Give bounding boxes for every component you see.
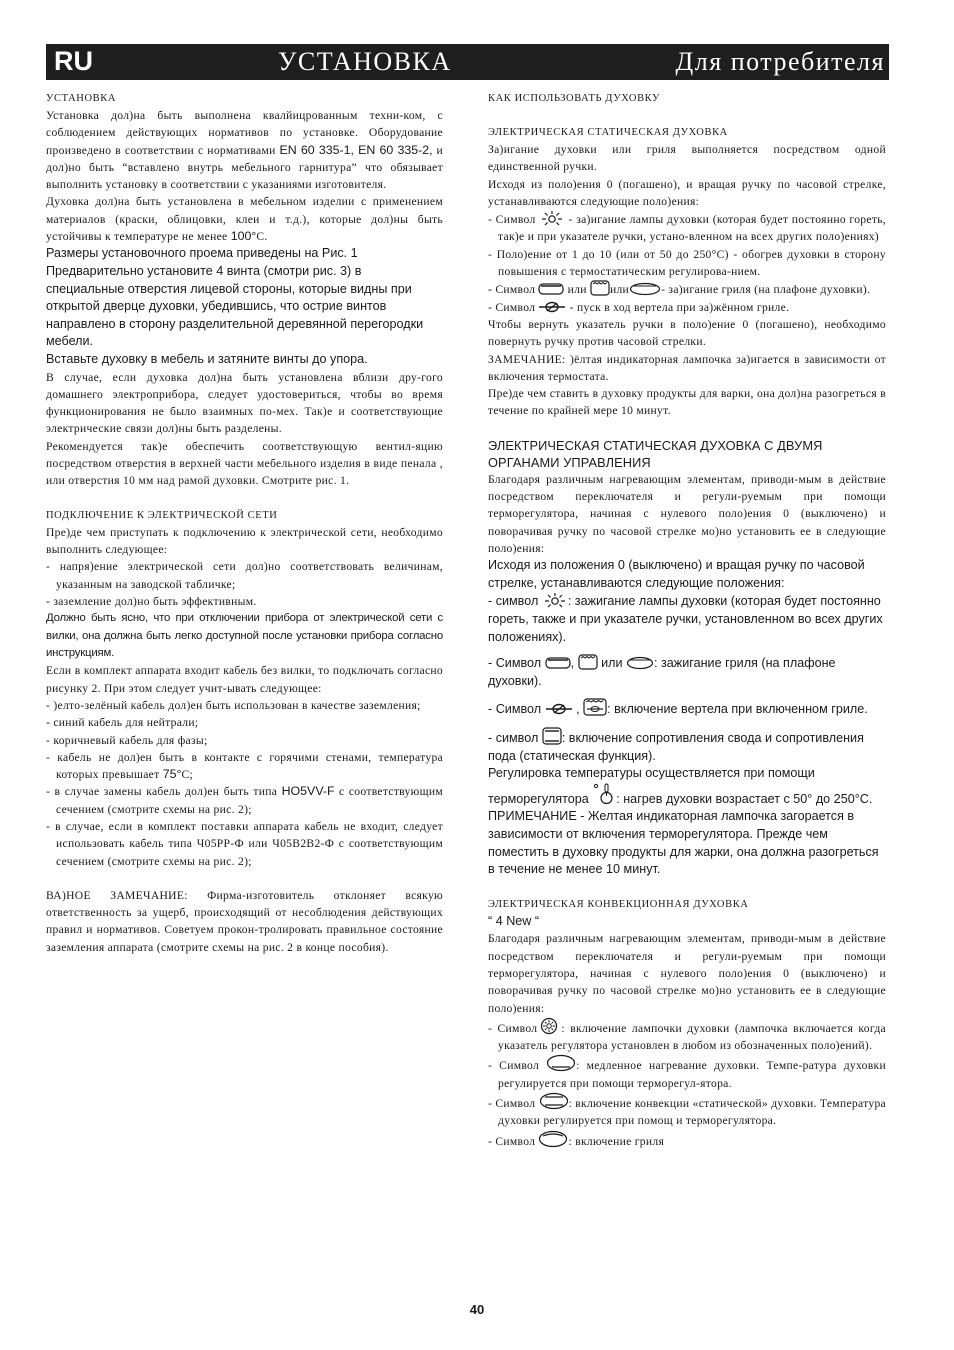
grill-oval-icon: [626, 656, 654, 670]
electric-cable-intro: Если в комплект аппарата входит кабель без вилки, то подключать согласно рисунку 2. При этом следует учит-ывать следующее:: [46, 664, 443, 695]
page-number: 40: [469, 1302, 485, 1317]
grill-zigzag-icon: [590, 280, 610, 296]
spit-icon: [538, 300, 566, 314]
install-paragraph-2: Духовка дол)на быть установлена в мебельном изделии с применением материалов (краски, облицовки, клеи и т.д.), которые дол)ны быть устойчивы к температуре не менее 100°С.: [46, 195, 443, 244]
convection-model: “ 4 New “: [488, 913, 540, 928]
install-opening-size: Размеры установочного проема приведены на Рис. 1: [46, 246, 358, 261]
left-column: [46, 90, 443, 956]
cable-yellow-green: - )елто-зелёный кабель дол)ен быть использован в качестве заземления;: [46, 698, 421, 712]
install-insert: Вставьте духовку в мебель и затяните винты до упора.: [46, 351, 368, 366]
install-screws: Предварительно установите 4 винта (смотри рис. 3) в специальные отверстия лицевой стороны, которые видны при открытой дверце духовки, убедившись, что острие винтов направлено в сторону разделительной деревянной перегородки мебели.: [46, 263, 424, 349]
grill-oval-icon: [538, 1130, 568, 1148]
cable-replacement: - в случае замены кабель дол)ен быть типа HO5VV-F с соответствующим сечением (смотрите схемы на рис. 2);: [46, 784, 443, 816]
top-bottom-heat-icon: [542, 727, 562, 745]
static-note: ЗАМЕЧАНИЕ: )ёлтая индикаторная лампочка за)игается в зависимости от включения термостата.: [488, 352, 886, 383]
section-title: УСТАНОВКА: [278, 47, 452, 76]
right-column: [488, 90, 886, 1150]
install-heading: УСТАНОВКА: [46, 93, 117, 104]
language-badge: RU: [54, 46, 93, 76]
static-heading: ЭЛЕКТРИЧЕСКАЯ СТАТИЧЕСКАЯ ДУХОВКА: [488, 127, 728, 138]
install-paragraph-4: Рекомендуется так)е обеспечить соответствующую вентил-яцию посредством отверстия в верхней части мебельного изделия в виде пенала , или отверстия 10 мм над рамой духовки. Смотрите рис. 1.: [46, 439, 443, 488]
cable-not-supplied: - в случае, если в комплект поставки аппарата кабель не входит, следует использовать кабель типа Ч05РР-Ф или Ч05В2В2-Ф с соответствующим сечением (смотрите схемы на рис. 2);: [46, 819, 443, 868]
grill-oval-icon: [629, 282, 661, 296]
electric-requirement-voltage: - напря)ение электрической сети дол)но соответствовать величинам, указанным на заводской табличке;: [46, 560, 443, 591]
two-control-static: - символ : включение сопротивления свода и сопротивления пода (статическая функция).: [488, 727, 886, 765]
howto-heading: КАК ИСПОЛЬЗОВАТЬ ДУХОВКУ: [488, 93, 661, 104]
cable-blue: - синий кабель для нейтрали;: [46, 716, 199, 730]
top-bottom-oval-icon: [539, 1092, 569, 1110]
convection-static: - Символ : включение конвекции «статической» духовки. Температура духовки регулируется при помощ и терморегулятора.: [488, 1092, 886, 1130]
static-grill: - Символ или или - за)игание гриля (на плафоне духовки).: [488, 280, 886, 298]
electric-intro: Пре)де чем приступать к подключению к электрической сети, необходимо выполнить следующее:: [46, 525, 443, 556]
cable-brown: - коричневый кабель для фазы;: [46, 733, 208, 747]
spit-icon: [545, 702, 573, 716]
static-positions: Исходя из поло)ения 0 (погашено), и вращая ручку по часовой стрелке, устанавливаются следующие поло)ения:: [488, 177, 886, 208]
static-preheat: Пре)де чем ставить в духовку продукты для варки, она дол)на разогреться в течение по крайней мере 10 минут.: [488, 387, 886, 418]
two-control-lamp: - символ : зажигание лампы духовки (которая будет постоянно гореть, также и при указателе ручки, установленном во всех других положениях).: [488, 594, 883, 644]
static-heating: - Поло)ение от 1 до 10 (или от 50 до 250°С) - обогрев духовки в сторону повышения с термостатическим регулирова-нием.: [488, 247, 886, 279]
min-temperature: 100°: [230, 229, 257, 244]
electric-requirement-ground: - заземление дол)но быть эффективным.: [46, 594, 257, 608]
two-control-positions: Исходя из положения 0 (выключено) и вращая ручку по часовой стрелке, устанавливаются следующие положения:: [488, 558, 865, 590]
grill-bar-icon: [538, 282, 564, 296]
two-control-grill: - Символ , или : зажигание гриля (на плафоне духовки).: [488, 656, 836, 688]
static-lamp: - Символ - за)игание лампы духовки (которая будет постоянно гореть, так)е и при указателе ручки, устано-вленном на всех других поло)ениях): [488, 210, 886, 246]
thermostat-icon: [592, 783, 616, 805]
two-control-thermostat: терморегулятора : нагрев духовки возрастает с 50° до 250°С.: [488, 783, 886, 809]
important-note: ВА)НОЕ ЗАМЕЧАНИЕ: Фирма-изготовитель отклоняет всякую ответственность за ущерб, происходящий от несоблюдения действующих правил и нормативов. Советуем прокон-тролировать правильное состояние заземления аппарата (смотрите схемы на рис. 2 в конце пособия).: [46, 888, 443, 954]
grill-bar-icon: [545, 656, 571, 670]
convection-grill: - Символ : включение гриля: [488, 1130, 886, 1150]
static-intro: За)игание духовки или гриля выполняется посредством одной единственной ручки.: [488, 143, 886, 174]
max-wall-temperature: 75°: [162, 767, 182, 782]
convection-lamp: - Символ : включение лампочки духовки (лампочка включается когда указатель регулятора установлен в любом из обозначенных поло)ений).: [488, 1017, 886, 1055]
bottom-heat-icon: [546, 1054, 576, 1072]
audience-title: Для потребителя: [675, 47, 885, 76]
convection-slow: - Символ : медленное нагревание духовки. Темпе-ратура духовки регулируется при помощи терморегул-ятора.: [488, 1054, 886, 1092]
standards-ref: EN 60 335-1, EN 60 335-2,: [279, 142, 433, 157]
cable-heat: - кабель не дол)ен быть в контакте с горячими стенами, температура которых превышает 75°С;: [46, 750, 443, 782]
two-control-intro: Благодаря различным нагревающим элементам, приводи-мым в действие посредством переключателя и регули-руемым при помощи терморегулятора, начиная с нулевого поло)ения 0 (выключено) и поворачивая ручку по часовой стрелке мо)но установить ее в следующие поло)ения:: [488, 472, 886, 555]
cable-type: HO5VV-F: [281, 784, 335, 799]
header-bar: [46, 44, 889, 80]
grill-spit-icon: [583, 698, 607, 716]
lamp-icon: [542, 592, 568, 608]
lamp-round-icon: [537, 1017, 561, 1035]
two-control-spit: - Символ , : включение вертела при включенном гриле.: [488, 698, 886, 719]
electric-warning: Должно быть ясно, что при отключении прибора от электрической сети с вилки, она должна быть легко доступной после установки прибора согласно инструкциям.: [46, 612, 443, 659]
electric-heading: ПОДКЛЮЧЕНИЕ К ЭЛЕКТРИЧЕСКОЙ СЕТИ: [46, 509, 278, 521]
static-return: Чтобы вернуть указатель ручки в поло)ение 0 (погашено), необходимо повернуть ручку против часовой стрелки.: [488, 317, 886, 349]
grill-zigzag-icon: [578, 654, 598, 670]
two-control-heading: ЭЛЕКТРИЧЕСКАЯ СТАТИЧЕСКАЯ ДУХОВКА С ДВУМЯ ОРГАНАМИ УПРАВЛЕНИЯ: [488, 437, 823, 470]
two-control-note: ПРИМЕЧАНИЕ - Желтая индикаторная лампочка загорается в зависимости от включения терморегулятора. Прежде чем поместить в духовку продукты для жарки, она должна разогреться в течение не менее 10 минут.: [488, 809, 879, 877]
install-paragraph-1: Установка дол)на быть выполнена квалйицрованным техни-ком, с соблюдением действующих нормативов по установке. Оборудование произведено в соответствии с нормативами EN 60 335-1, EN 60 335-2, и дол)но быть “вставлено внутрь мебельного гарнитура” что обязывает выполнить установку в соответствии с указаниями изготовителя.: [46, 109, 443, 192]
convection-intro: Благодаря различным нагревающим элементам, приводи-мым в действие посредством переключателя и регули-руемым при помощи терморегулятора, начиная с нулевого поло)ения 0 (выключено) и поворачивая ручку по часовой стрелке мо)но установить ее в следующие поло)ения:: [488, 932, 886, 1015]
install-paragraph-3: В случае, если духовка дол)на быть установлена вблизи дру-гого домашнего электроприбора, следует удостовериться, чтобы во время функционирования не было взаимных по-мех. Так)е и соответствующие электрические связи дол)ны быть разделены.: [46, 370, 443, 436]
static-spit: - Символ - пуск в ход вертела при за)жённом гриле.: [488, 300, 790, 314]
two-control-regulation: Регулировка температуры осуществляется при помощи: [488, 766, 815, 781]
convection-heading: ЭЛЕКТРИЧЕСКАЯ КОНВЕКЦИОННАЯ ДУХОВКА: [488, 898, 749, 910]
lamp-icon: [539, 210, 565, 226]
